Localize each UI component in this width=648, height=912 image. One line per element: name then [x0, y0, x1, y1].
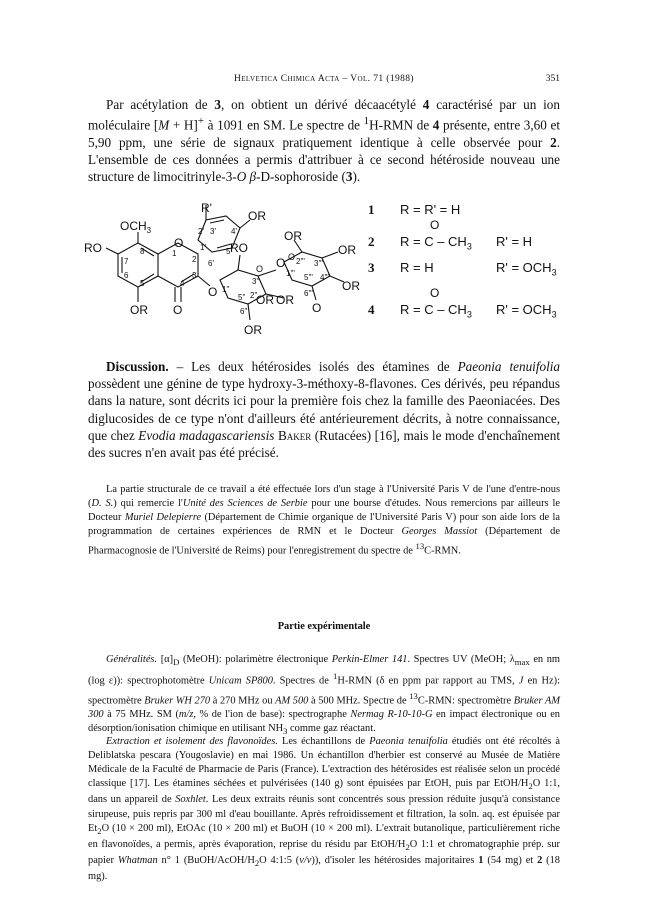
page-number: 351 — [545, 74, 560, 84]
label-n7: 7 — [124, 257, 129, 266]
label-or-4p: OR — [248, 209, 266, 223]
compound-r: R = R' = H — [400, 202, 461, 217]
running-header — [88, 74, 560, 88]
label-och3: $OCH_3$ — [120, 219, 152, 235]
compound-row-2 — [368, 218, 568, 254]
acknowledgements-paragraph: La partie structurale de ce travail a été effectuée lors d'un stage à l'Université Paris V de l'une d'entre-nous (D. S.) qui remercie l'Unité des Sciences de Serbie pour une bourse d'études. Nous remercions par ailleurs le Docteur Muriel Delepierre (Département de Chimie organique de l'Université Paris V) pour son aide lors de la programmation de certaines expériences de RMN et le Docteur Georges Massiot (Département de Pharmacognosie de l'Université de Reims) pour l'enregistrement du spectre de $^{13}$C-RMN. — [88, 484, 560, 557]
compound-number: 3 — [368, 260, 375, 275]
label-or-e: OR — [256, 293, 274, 307]
compound-substituent-table — [368, 196, 568, 346]
compound-rp: R' = H — [496, 234, 533, 249]
label-or-c: OR — [342, 279, 360, 293]
label-o-4: O — [173, 303, 183, 317]
label-ro-sugar: RO — [230, 241, 248, 255]
label-2pp: 2" — [250, 291, 258, 300]
compound-row-4 — [368, 286, 568, 322]
label-2ppp: 2'" — [296, 257, 305, 266]
generalities-paragraph: Généralités. $[\alpha]_D$ (MeOH): polarimètre électronique Perkin-Elmer 141. Spectres UV (MeOH; $\lambda_{max}$ en nm (log ε)): spectrophotomètre Unicam SP800. Spectres de $^1$H-RMN (δ en ppm par rapport au TMS, J en Hz): spectromètre Bruker WH 270 à 270 MHz ou AM 500 à 500 MHz. Spectre de $^{13}$C-RMN: spectromètre Bruker AM 300 à 75 MHz. SM (m/z, % de l'ion de base): spectrographe Nermag R-10-10-G en impact électronique ou en désorption/ionisation chimique en utilisant $NH_3$ comme gaz réactant. — [88, 654, 561, 737]
compound-rp: $R' = OCH_3$ — [496, 302, 557, 320]
compound-r: $R = C - CH_3$ — [400, 234, 472, 252]
discussion-paragraph: Discussion. – Les deux hétérosides isolés des étamines de Paeonia tenuifolia possèdent une génine de type hydroxy-3-méthoxy-8-flavones. Ces dérivés, peu répandus dans la nature, sont décrits ici pour la première fois chez la famille des Paeoniacées. Des diglucosides de ce type n'ont d'ailleurs été antérieurement décrits, à notre connaissance, que chez Evodia madagascariensis Baker (Rutacées) [16], mais le mode d'enchaînement des sucres n'en avait pas été précisé. — [88, 359, 561, 461]
discussion-heading: Discussion. — [106, 359, 169, 374]
label-3p: 3' — [210, 227, 216, 236]
label-1p: 1' — [200, 243, 206, 252]
carbonyl-oxygen: O — [430, 286, 440, 300]
label-4ppp: 4'" — [320, 273, 329, 282]
compound-r: $R = C - CH_3$ — [400, 302, 472, 320]
label-or-5: OR — [130, 303, 148, 317]
label-2p: 2' — [198, 227, 204, 236]
compound-number: 1 — [368, 202, 375, 217]
label-n6: 6 — [124, 271, 129, 280]
compound-row-1 — [368, 202, 568, 222]
label-6ppp: 6'" — [304, 289, 313, 298]
label-5ppp: 5'" — [304, 273, 313, 282]
carbonyl-oxygen: O — [430, 218, 440, 232]
label-n2: 2 — [192, 255, 197, 264]
label-5p: 5' — [226, 247, 232, 256]
label-or-b: OR — [338, 243, 356, 257]
label-o-link: O — [208, 285, 218, 299]
label-or-a: OR — [284, 229, 302, 243]
label-n4: 4 — [180, 279, 185, 288]
label-ro-7: RO — [84, 241, 102, 255]
experimental-section-title: Partie expérimentale — [277, 621, 371, 632]
label-n3: 3 — [192, 271, 197, 280]
label-6p: 6' — [208, 259, 214, 268]
intro-paragraph: Par acétylation de 3, on obtient un dérivé décaacétylé 4 caractérisé par un ion moléculaire [M + H]+ à 1091 en SM. Le spectre de $^1$H-RMN de 4 présente, entre 3,60 et 5,90 ppm, une série de signaux pratiquement identique à celle observée pour 2. L'ensemble de ces données a permis d'attribuer à ce second hétéroside nouveau une structure de limocitrinyle-3-O β-D-sophoroside (3). — [88, 97, 560, 185]
label-1pp: 1" — [222, 285, 230, 294]
label-4p: 4' — [231, 227, 237, 236]
label-or-f: OR — [244, 323, 262, 337]
label-3pp: 3" — [252, 277, 260, 286]
compound-number: 4 — [368, 302, 375, 317]
label-6pp: 6" — [240, 307, 248, 316]
label-ring-o: O — [174, 236, 184, 250]
label-or-d: OR — [276, 293, 294, 307]
label-o-s2: O — [312, 301, 322, 315]
label-rp: R' — [201, 201, 212, 215]
journal-title: Helvetica Chimica Acta – Vol. 71 (1988) — [233, 74, 415, 84]
label-n5: 5 — [140, 279, 145, 288]
compound-r: R = H — [400, 260, 434, 275]
extraction-paragraph: Extraction et isolement des flavonoïdes. Les échantillons de Paeonia tenuifolia étudiés ont été récoltés à Deliblatska pescara (Yougoslavie) en mai 1986. Un échantillon d'herbier est conservé au Musée de Matière Médicale de la Faculté de Pharmacie de Paris (France). L'extraction des hétérosides est réalisée selon un procédé classique [17]. Les étamines séchées et pulvérisées (140 g) sont épuisées par EtOH, puis par EtOH/$H_2O$ 1:1, dans un appareil de Soxhlet. Les deux extraits réunis sont concentrés sous pression réduite jusqu'à consistance sirupeuse, puis repris par 300 ml d'eau bouillante. Après refroidissement et filtration, la soln. aq. est épuisée par $Et_2O$ (10 × 200 ml), EtOAc (10 × 200 ml) et BuOH (10 × 200 ml). L'extrait butanolique, particulièrement riche en flavonoïdes, a permis, après évaporation, reprise du résidu par EtOH/$H_2O$ 1:1 et chromatographie prép. sur papier Whatman n° 1 ($BuOH/AcOH/H_2O$ 4:1:5 (v/v)), d'isoler les hétérosides majoritaires 1 (54 mg) et 2 (18 mg). — [88, 736, 561, 883]
compound-number: 2 — [368, 234, 375, 249]
label-o-s1: O — [276, 256, 286, 270]
label-o-ring-s2: O — [288, 252, 296, 262]
label-3ppp: 3'" — [314, 259, 323, 268]
label-o-ring-s1: O — [256, 264, 264, 274]
label-n8: 8 — [140, 247, 145, 256]
label-5pp: 5" — [238, 293, 246, 302]
label-1ppp: 1'" — [286, 269, 295, 278]
compound-rp: $R' = OCH_3$ — [496, 260, 557, 278]
compound-row-3 — [368, 260, 568, 280]
label-n1: 1 — [172, 249, 177, 258]
